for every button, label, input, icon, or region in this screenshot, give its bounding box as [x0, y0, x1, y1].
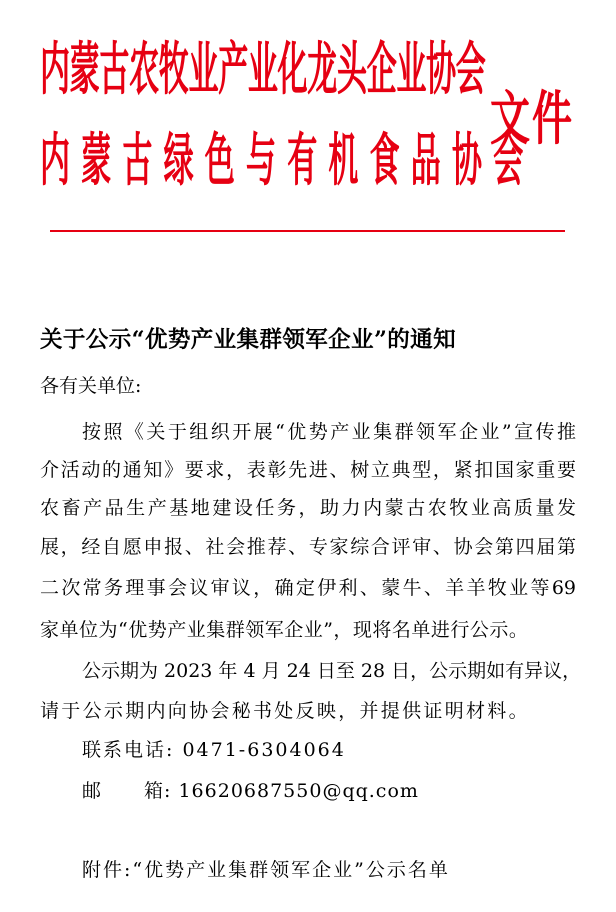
paragraph-2-line: 公示期为 2023 年 4 月 24 日至 28 日，公示期如有异议， — [82, 660, 582, 682]
paragraph-1-line: 二次常务理事会议审议，确定伊利、蒙牛、羊羊牧业等69 — [40, 577, 576, 599]
paragraph-1-line: 家单位为“优势产业集群领军企业”，现将名单进行公示。 — [40, 619, 529, 641]
paragraph-2-line: 请于公示期内向协会秘书处反映，并提供证明材料。 — [40, 700, 530, 722]
phone-number: 0471-6304064 — [182, 739, 346, 761]
attachment-note: 附件:“优势产业集群领军企业”公示名单 — [82, 859, 450, 881]
contact-email — [82, 779, 419, 803]
paragraph-1-line: 介活动的通知》要求，表彰先进、树立典型，紧扣国家重要 — [40, 459, 576, 481]
contact-phone — [82, 738, 346, 762]
email-label-part-2: 箱: — [144, 780, 172, 802]
org-name-line-1: 内蒙古农牧业产业化龙头企业协会 — [40, 37, 486, 104]
paragraph-1-line: 按照《关于组织开展“优势产业集群领军企业”宣传推 — [82, 421, 576, 443]
salutation: 各有关单位: — [40, 375, 142, 397]
doc-type-label: 文件 — [490, 84, 574, 153]
email-label-part-1: 邮 — [82, 780, 103, 802]
document-title: 关于公示“优势产业集群领军企业”的通知 — [40, 327, 456, 353]
org-name-line-2: 内蒙古绿色与有机食品协会 — [40, 128, 535, 195]
paragraph-1-line: 展，经自愿申报、社会推荐、专家综合评审、协会第四届第 — [40, 536, 576, 558]
paragraph-1-line: 农畜产品生产基地建设任务，助力内蒙古农牧业高质量发 — [40, 497, 576, 519]
email-address: 16620687550@qq.com — [178, 780, 419, 802]
phone-label: 联系电话: — [82, 739, 175, 761]
header-red-rule — [50, 230, 565, 232]
